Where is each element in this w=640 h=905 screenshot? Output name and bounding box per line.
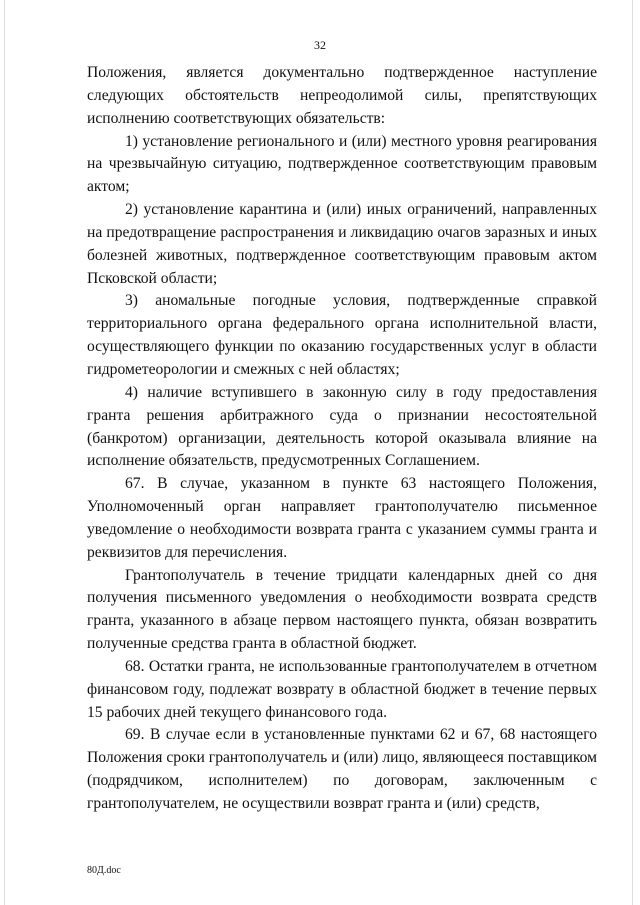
paragraph: Положения, является документально подтвержденное наступление следующих обстоятельств непреодолимой силы, препятствующих исполнению соответствующих обязательств:: [87, 64, 597, 127]
list-item: 1) установление регионального и (или) местного уровня реагирования на чрезвычайную ситуацию, подтвержденное соответствующим правовым актом;: [87, 132, 597, 196]
page-number: 32: [314, 38, 326, 52]
clause-68: 68. Остатки гранта, не использованные грантополучателем в отчетном финансовом году, подлежат возврату в областной бюджет в течение первых 15 рабочих дней текущего финансового года.: [87, 657, 597, 721]
file-name-footer: 80Д.doc: [87, 865, 121, 876]
scan-edge-line: [4, 0, 5, 905]
list-item: 2) установление карантина и (или) иных ограничений, направленных на предотвращение распространения и ликвидацию очагов заразных и иных болезней животных, подтвержденное соответствующим правовым актом Псковской области;: [87, 201, 597, 287]
paragraph: Грантополучатель в течение тридцати календарных дней со дня получения письменного уведомления о необходимости возврата средств гранта, указанного в абзаце первом настоящего пункта, обязан возвратить полученные средства гранта в областной бюджет.: [87, 566, 597, 653]
list-item: 4) наличие вступившего в законную силу в году предоставления гранта решения арбитражного суда о признании несостоятельной (банкротом) организации, деятельность которой оказывала влияние на исполнение обязательств, предусмотренных Соглашением.: [87, 383, 597, 470]
document-body: [87, 62, 597, 816]
clause-69: 69. В случае если в установленные пунктами 62 и 67, 68 настоящего Положения сроки грантополучатель и (или) лицо, являющееся поставщиком (подрядчиком, исполнителем) по договорам, заключенным с грантополучателем, не осуществили возврат гранта и (или) средств,: [87, 726, 597, 812]
scan-edge-line: [632, 0, 633, 905]
list-item: 3) аномальные погодные условия, подтвержденные справкой территориального органа федерального органа исполнительной власти, осуществляющего функции по оказанию государственных услуг в области гидрометеорологии и смежных с ней областях;: [87, 292, 597, 378]
clause-67: 67. В случае, указанном в пункте 63 настоящего Положения, Уполномоченный орган направляет грантополучателю письменное уведомление о необходимости возврата гранта с указанием суммы гранта и реквизитов для перечисления.: [87, 475, 597, 561]
